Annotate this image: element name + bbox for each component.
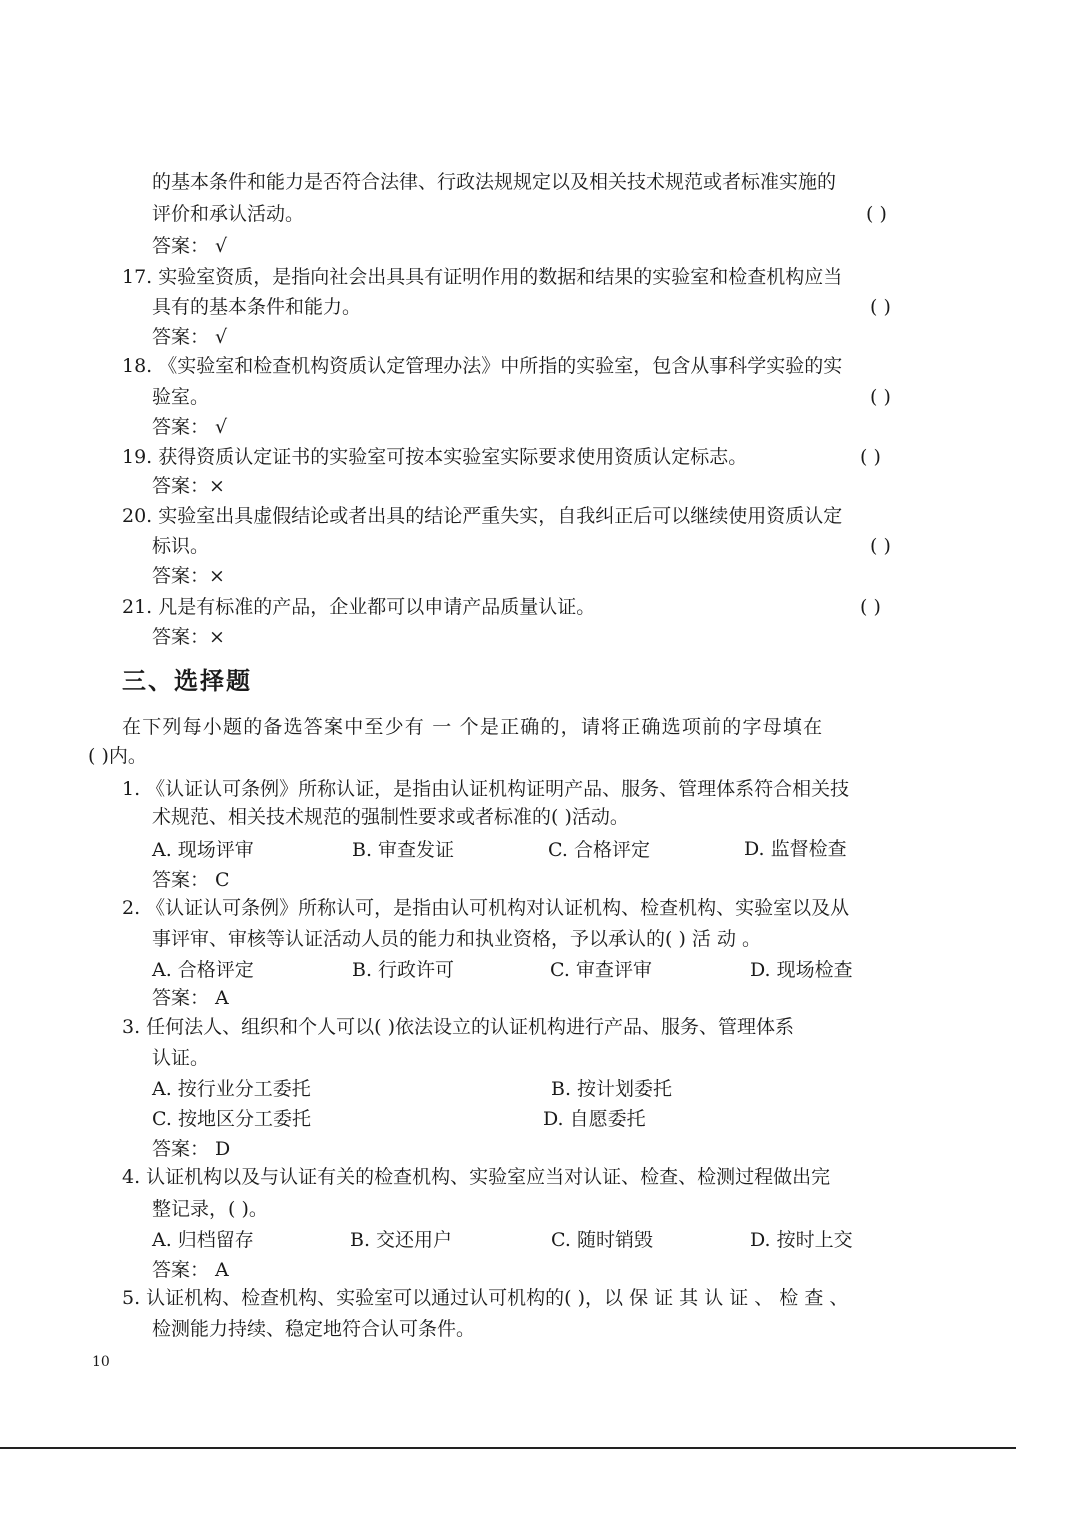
question-2-option-a: A. 合格评定 bbox=[152, 959, 254, 981]
question-4-option-b: B. 交还用户 bbox=[350, 1229, 453, 1251]
question-5-line-2: 检测能力持续、稳定地符合认可条件。 bbox=[152, 1318, 476, 1340]
question-4-option-d: D. 按时上交 bbox=[750, 1229, 853, 1251]
tf-item-19-answer: 答案：× bbox=[152, 475, 225, 497]
tf-item-19-line-1: 19. 获得资质认定证书的实验室可按本实验室实际要求使用资质认定标志。 bbox=[122, 446, 748, 468]
tf-item-17-line-1: 17. 实验室资质，是指向社会出具具有证明作用的数据和结果的实验室和检查机构应当 bbox=[122, 266, 843, 288]
footer-rule bbox=[0, 1447, 1016, 1449]
tf-item-17-answer: 答案： √ bbox=[152, 326, 228, 348]
tf-item-18-line-2: 验室。 bbox=[152, 386, 210, 408]
tf-item-17-blank: ( ) bbox=[870, 296, 891, 318]
tf-item-20-blank: ( ) bbox=[870, 535, 891, 557]
choice-intro-line-2: ( )内。 bbox=[88, 745, 147, 767]
question-2-line-2: 事评审、审核等认证活动人员的能力和执业资格，予以承认的( ) 活 动 。 bbox=[152, 928, 761, 950]
question-4-option-a: A. 归档留存 bbox=[152, 1229, 254, 1251]
tf-item-20-answer: 答案：× bbox=[152, 565, 225, 587]
tf-item-17-line-2: 具有的基本条件和能力。 bbox=[152, 296, 362, 318]
question-3-answer: 答案： D bbox=[152, 1138, 231, 1160]
tf-item-16-answer: 答案： √ bbox=[152, 235, 228, 257]
question-3-option-c: C. 按地区分工委托 bbox=[152, 1108, 311, 1130]
question-2-option-c: C. 审查评审 bbox=[550, 959, 652, 981]
tf-item-16-line-2: 评价和承认活动。 bbox=[152, 203, 305, 225]
tf-item-18-answer: 答案： √ bbox=[152, 416, 228, 438]
page-number: 10 bbox=[92, 1354, 110, 1370]
question-1-option-c: C. 合格评定 bbox=[548, 839, 650, 861]
question-1-answer: 答案： C bbox=[152, 869, 230, 891]
tf-item-18-line-1: 18. 《实验室和检查机构资质认定管理办法》中所指的实验室，包含从事科学实验的实 bbox=[122, 355, 843, 377]
tf-item-18-blank: ( ) bbox=[870, 386, 891, 408]
question-3-line-2: 认证。 bbox=[152, 1047, 210, 1069]
tf-item-21-answer: 答案：× bbox=[152, 626, 225, 648]
question-1-option-a: A. 现场评审 bbox=[152, 839, 254, 861]
question-5-line-1: 5. 认证机构、检查机构、实验室可以通过认可机构的( )，以 保 证 其 认 证 、 检 查 、 bbox=[122, 1287, 849, 1309]
tf-item-19-blank: ( ) bbox=[860, 446, 881, 468]
question-2-line-1: 2. 《认证认可条例》所称认可，是指由认可机构对认证机构、检查机构、实验室以及从 bbox=[122, 897, 850, 919]
question-1-line-1: 1. 《认证认可条例》所称认证，是指由认证机构证明产品、服务、管理体系符合相关技 bbox=[122, 778, 850, 800]
question-2-option-d: D. 现场检查 bbox=[750, 959, 853, 981]
question-1-option-b: B. 审查发证 bbox=[352, 839, 455, 861]
question-4-answer: 答案： A bbox=[152, 1259, 229, 1281]
tf-item-21-line-1: 21. 凡是有标准的产品，企业都可以申请产品质量认证。 bbox=[122, 596, 596, 618]
question-2-answer: 答案： A bbox=[152, 987, 229, 1009]
tf-item-20-line-2: 标识。 bbox=[152, 535, 210, 557]
question-3-option-a: A. 按行业分工委托 bbox=[152, 1078, 311, 1100]
question-4-line-1: 4. 认证机构以及与认证有关的检查机构、实验室应当对认证、检查、检测过程做出完 bbox=[122, 1166, 831, 1188]
tf-item-20-line-1: 20. 实验室出具虚假结论或者出具的结论严重失实，自我纠正后可以继续使用资质认定 bbox=[122, 505, 843, 527]
question-3-line-1: 3. 任何法人、组织和个人可以( )依法设立的认证机构进行产品、服务、管理体系 bbox=[122, 1016, 795, 1038]
question-2-option-b: B. 行政许可 bbox=[352, 959, 455, 981]
choice-intro-line-1: 在下列每小题的备选答案中至少有 一 个是正确的，请将正确选项前的字母填在 bbox=[122, 716, 824, 738]
question-4-option-c: C. 随时销毁 bbox=[551, 1229, 653, 1251]
question-1-line-2: 术规范、相关技术规范的强制性要求或者标准的( )活动。 bbox=[152, 806, 629, 828]
section-heading-choice: 三、选择题 bbox=[122, 667, 252, 695]
question-3-option-d: D. 自愿委托 bbox=[543, 1108, 646, 1130]
question-3-option-b: B. 按计划委托 bbox=[551, 1078, 673, 1100]
tf-item-16-blank: ( ) bbox=[866, 203, 887, 225]
tf-item-16-line-1: 的基本条件和能力是否符合法律、行政法规规定以及相关技术规范或者标准实施的 bbox=[152, 171, 837, 193]
question-1-option-d: D. 监督检查 bbox=[744, 838, 847, 860]
tf-item-21-blank: ( ) bbox=[860, 596, 881, 618]
question-4-line-2: 整记录，( )。 bbox=[152, 1198, 268, 1220]
